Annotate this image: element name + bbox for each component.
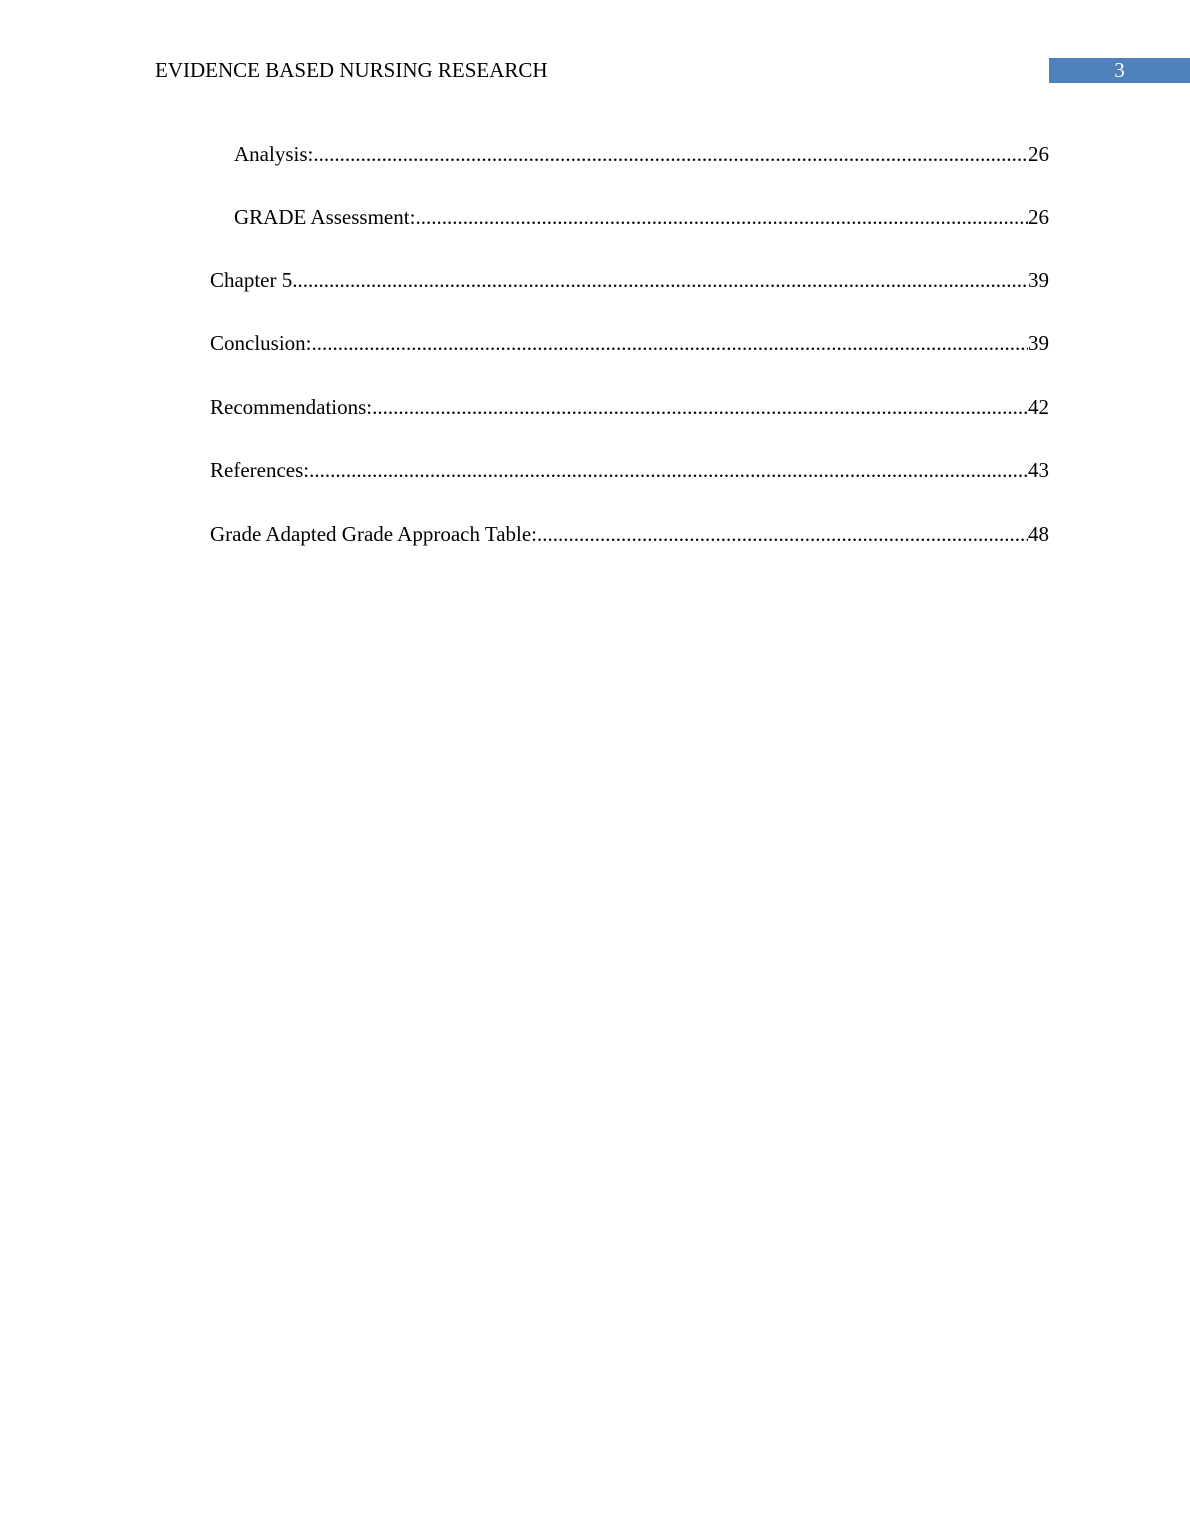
- toc-entry-label: References:: [210, 458, 310, 482]
- toc-entry-label: Conclusion:: [210, 331, 312, 355]
- toc-entry-recommendations[interactable]: [210, 394, 1049, 420]
- toc-entry-conclusion[interactable]: [210, 330, 1049, 356]
- running-header-title: EVIDENCE BASED NURSING RESEARCH: [155, 58, 548, 82]
- toc-dot-leader: [313, 141, 1028, 167]
- toc-entry-page: 26: [1028, 142, 1049, 166]
- toc-entry-label: Analysis:: [234, 142, 314, 166]
- page-number-badge: 3: [1049, 58, 1190, 83]
- toc-dot-leader: [537, 521, 1028, 547]
- toc-dot-leader: [415, 204, 1028, 230]
- toc-entry-page: 42: [1028, 395, 1049, 419]
- toc-entry-analysis[interactable]: [234, 141, 1049, 167]
- toc-entry-page: 39: [1028, 268, 1049, 292]
- toc-entry-page: 39: [1028, 331, 1049, 355]
- toc-dot-leader: [292, 267, 1028, 293]
- toc-dot-leader: [372, 394, 1028, 420]
- toc-entry-label: Grade Adapted Grade Approach Table:: [210, 522, 538, 546]
- toc-entry-page: 48: [1028, 522, 1049, 546]
- toc-entry-references[interactable]: [210, 457, 1049, 483]
- toc-entry-label: GRADE Assessment:: [234, 205, 416, 229]
- toc-entry-label: Recommendations:: [210, 395, 373, 419]
- toc-entry-chapter-5[interactable]: [210, 267, 1049, 293]
- toc-entry-page: 43: [1028, 458, 1049, 482]
- toc-entry-label: Chapter 5: [210, 268, 293, 292]
- toc-dot-leader: [312, 330, 1028, 356]
- toc-entry-page: 26: [1028, 205, 1049, 229]
- toc-entry-grade-assessment[interactable]: [234, 204, 1049, 230]
- toc-dot-leader: [309, 457, 1028, 483]
- toc-entry-grade-approach-table[interactable]: [210, 521, 1049, 547]
